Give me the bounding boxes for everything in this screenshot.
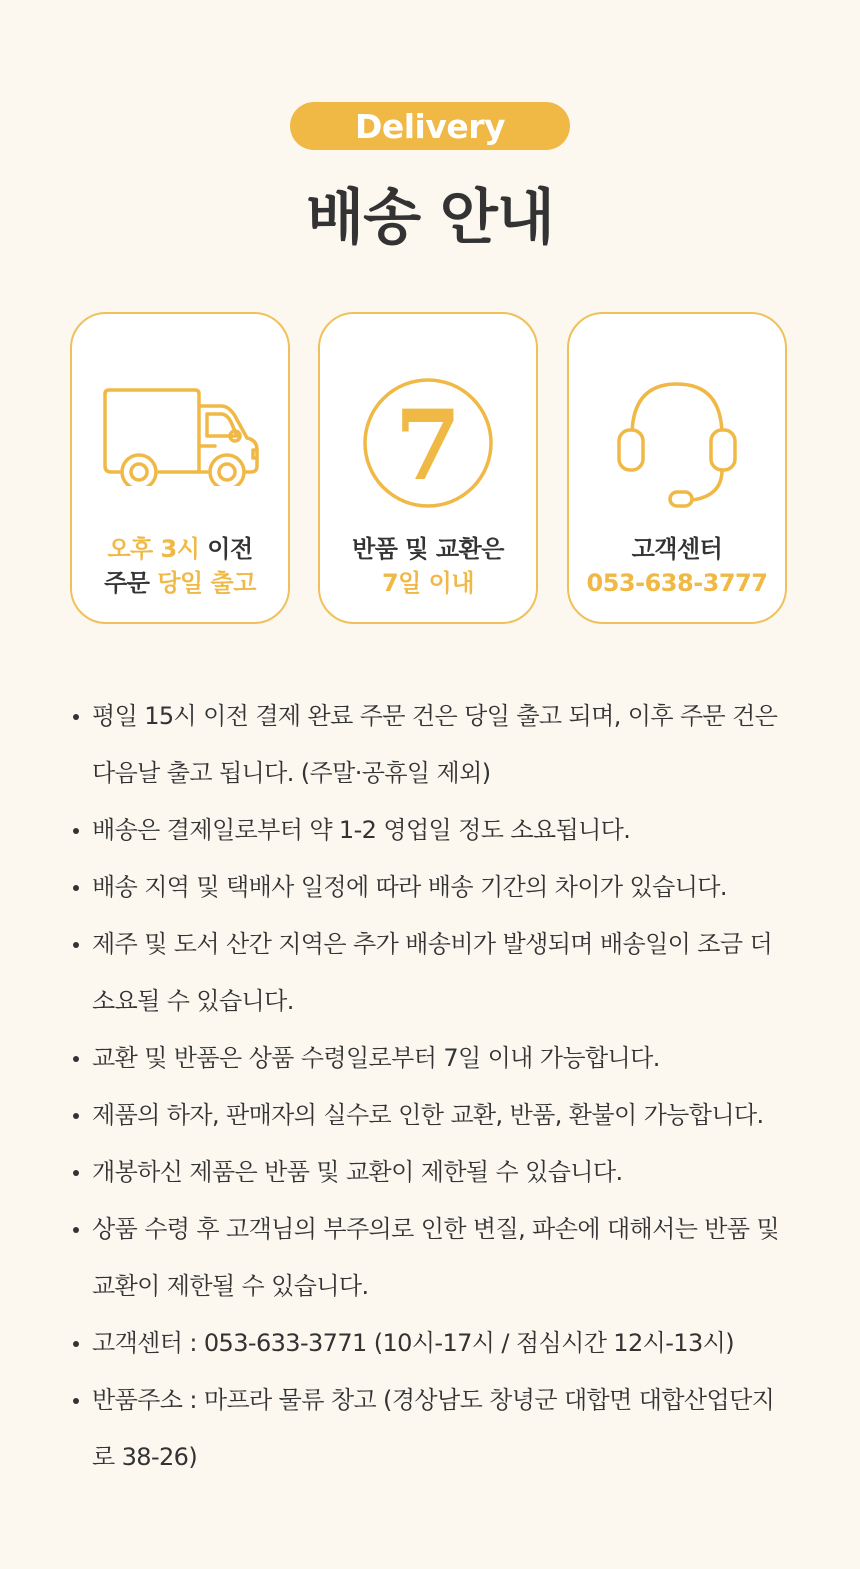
list-item-line: 배송 지역 및 택배사 일정에 따라 배송 기간의 차이가 있습니다. — [92, 873, 727, 901]
card-text-segment: 이전 — [199, 535, 253, 563]
card-text-segment: 주문 — [104, 569, 158, 597]
card-customer-center — [567, 312, 787, 624]
list-item — [72, 1087, 792, 1144]
list-item-line: 소요될 수 있습니다. — [92, 987, 294, 1015]
card-label-customer-center — [569, 532, 785, 600]
list-item — [72, 916, 792, 1030]
seven-days-icon-number: 7 — [394, 389, 462, 502]
card-text-segment: 당일 출고 — [157, 569, 256, 597]
list-item-line: 교환이 제한될 수 있습니다. — [92, 1272, 369, 1300]
list-item-line: 상품 수령 후 고객님의 부주의로 인한 변질, 파손에 대해서는 반품 및 — [92, 1215, 780, 1243]
list-item-line: 배송은 결제일로부터 약 1-2 영업일 정도 소요됩니다. — [92, 816, 631, 844]
card-return-exchange — [318, 312, 538, 624]
list-item — [72, 1201, 792, 1315]
list-item-line: 반품주소 : 마프라 물류 창고 (경상남도 창녕군 대합면 대합산업단지 — [92, 1386, 775, 1414]
card-text-segment: 반품 및 교환은 — [352, 535, 504, 563]
card-line-1 — [72, 532, 288, 566]
card-label-same-day-shipping — [72, 532, 288, 600]
card-label-return-exchange — [320, 532, 536, 600]
list-item — [72, 1030, 792, 1087]
list-item-line: 개봉하신 제품은 반품 및 교환이 제한될 수 있습니다. — [92, 1158, 623, 1186]
list-item — [72, 859, 792, 916]
list-item-line: 다음날 출고 됩니다. (주말·공휴일 제외) — [92, 759, 491, 787]
card-text-segment: 오후 3시 — [107, 535, 200, 563]
card-text-segment: 7일 이내 — [381, 569, 475, 597]
delivery-badge: Delivery — [290, 102, 570, 150]
headset-icon — [569, 376, 785, 510]
list-item-line: 제주 및 도서 산간 지역은 추가 배송비가 발생되며 배송일이 조금 더 — [92, 930, 773, 958]
page-title: 배송 안내 — [306, 183, 554, 253]
card-same-day-shipping — [70, 312, 290, 624]
card-line-2 — [72, 566, 288, 600]
list-item — [72, 1144, 792, 1201]
seven-days-icon — [320, 376, 536, 510]
card-line-1 — [569, 532, 785, 566]
list-item — [72, 1315, 792, 1372]
list-item-line: 제품의 하자, 판매자의 실수로 인한 교환, 반품, 환불이 가능합니다. — [92, 1101, 764, 1129]
card-text-segment: 고객센터 — [631, 535, 723, 563]
list-item-line: 교환 및 반품은 상품 수령일로부터 7일 이내 가능합니다. — [92, 1044, 660, 1072]
card-line-2 — [320, 566, 536, 600]
card-line-1 — [320, 532, 536, 566]
list-item — [72, 688, 792, 802]
list-item-line: 로 38-26) — [92, 1443, 198, 1471]
list-item-line: 평일 15시 이전 결제 완료 주문 건은 당일 출고 되며, 이후 주문 건은 — [92, 702, 778, 730]
card-line-2 — [569, 566, 785, 600]
list-item-line: 고객센터 : 053-633-3771 (10시-17시 / 점심시간 12시-13시) — [92, 1329, 734, 1357]
list-item — [72, 802, 792, 859]
truck-icon — [72, 376, 288, 510]
card-text-segment: 053-638-3777 — [586, 569, 768, 597]
delivery-notes-list — [72, 688, 792, 1486]
list-item — [72, 1372, 792, 1486]
